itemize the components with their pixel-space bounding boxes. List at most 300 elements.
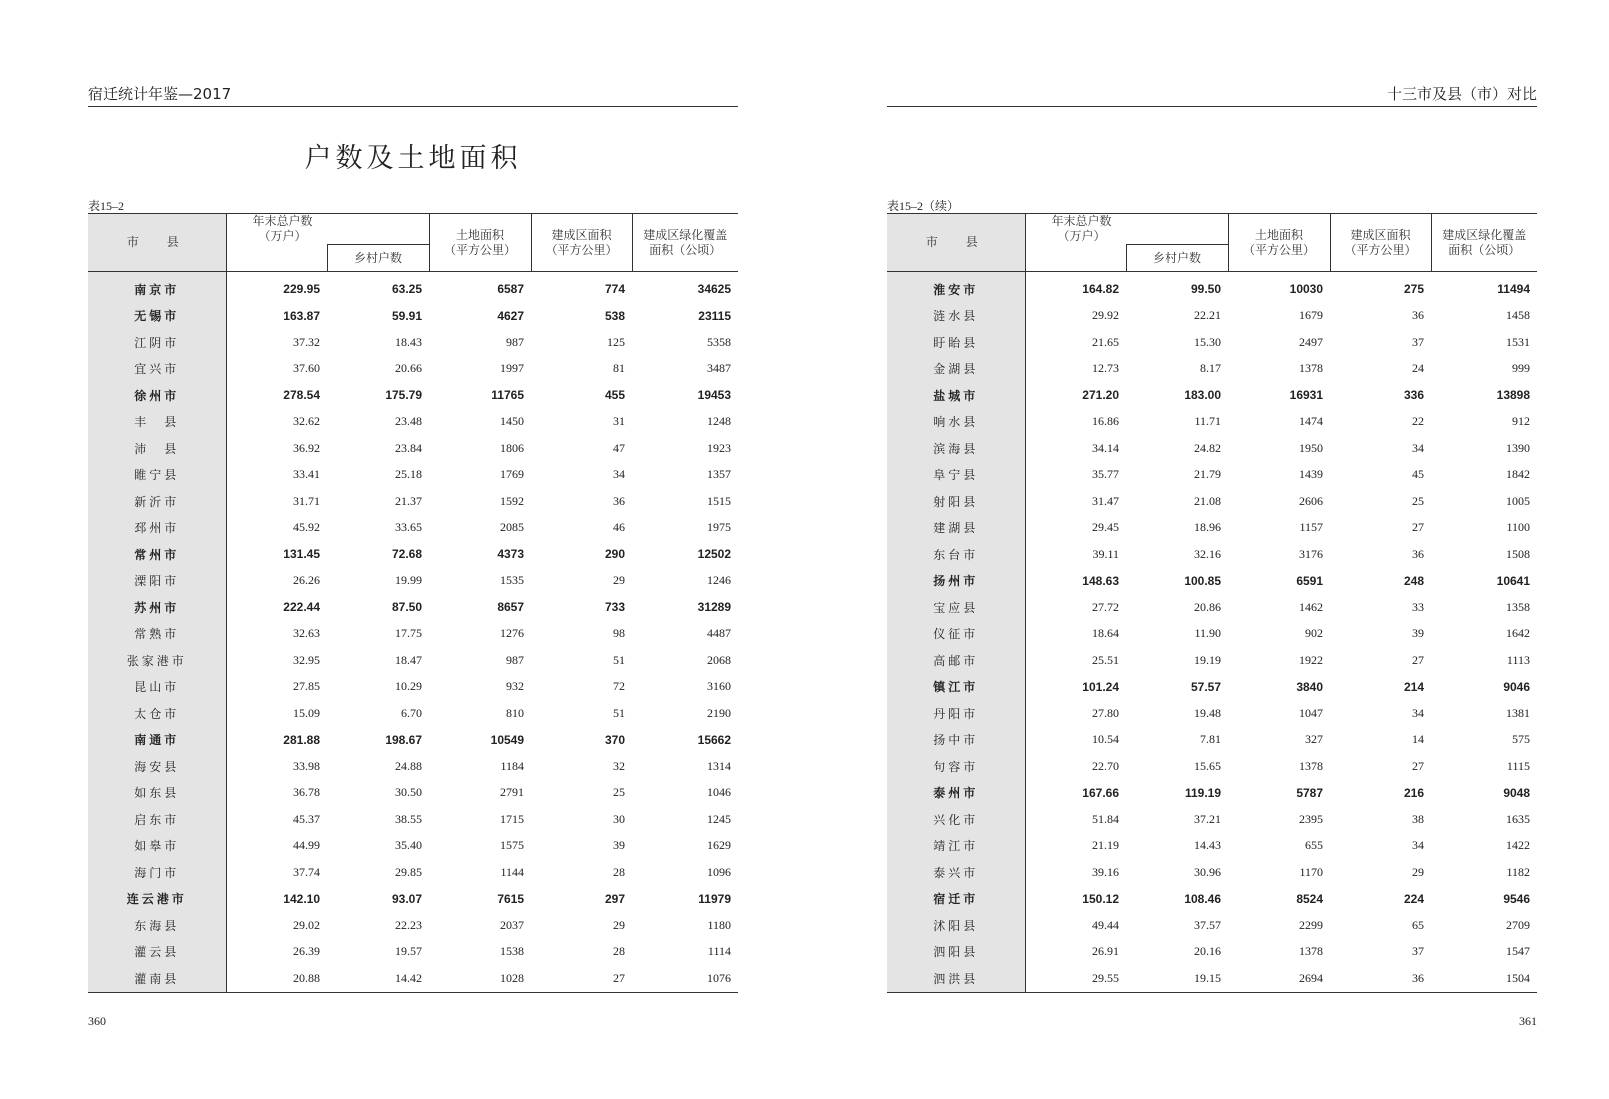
cell-city-name: 丰 县 [88,409,226,436]
cell-total: 49.44 [1092,917,1119,932]
cell-city-name: 昆山市 [88,674,226,701]
table-row [887,647,1537,674]
table-body [887,272,1537,993]
cell-city-name: 盐城市 [887,382,1025,409]
table-row [88,409,738,436]
cell-total: 26.91 [1092,944,1119,959]
cell-total: 31.71 [293,493,320,508]
cell-built: 27 [1412,652,1425,667]
cell-green: 1113 [1506,652,1531,667]
cell-built: 774 [604,282,626,297]
table-row [887,568,1537,595]
cell-city-name: 泗洪县 [887,965,1025,992]
cell-city-name: 如东县 [88,780,226,807]
cell-rural: 32.16 [1194,546,1222,561]
cell-built: 22 [1412,414,1425,429]
cell-green: 1005 [1506,493,1531,508]
cell-rural: 119.19 [1184,785,1222,800]
cell-city-name: 连云港市 [88,886,226,913]
cell-green: 9546 [1503,891,1531,906]
table-row [88,515,738,542]
cell-green: 19453 [697,388,732,403]
cell-land: 1276 [500,626,525,641]
cell-city-name: 睢宁县 [88,462,226,489]
cell-total: 278.54 [283,388,320,403]
cell-built: 34 [1412,440,1425,455]
cell-green: 1076 [632,965,738,992]
cell-built: 51 [613,705,626,720]
table-row [88,462,738,489]
cell-land: 1157 [1299,520,1324,535]
cell-built: 290 [604,547,626,562]
cell-green: 3487 [707,361,732,376]
table-row [887,780,1537,807]
cell-total: 33.98 [293,758,320,773]
cell-green: 11494 [1497,282,1531,297]
cell-total: 167.66 [1082,785,1119,800]
cell-total: 32.63 [293,626,320,641]
cell-built: 28 [613,944,626,959]
cell-green: 13898 [1496,388,1531,403]
cell-land: 1462 [1299,599,1324,614]
cell-total: 36.78 [293,785,320,800]
cell-city-name: 邳州市 [88,515,226,542]
cell-built: 455 [604,388,626,403]
cell-green: 1248 [707,414,732,429]
cell-city-name: 射阳县 [887,488,1025,515]
cell-green: 1642 [1506,626,1531,641]
cell-city-name: 溧阳市 [88,568,226,595]
cell-city-name: 东海县 [88,912,226,939]
cell-total: 33.41 [293,467,320,482]
cell-total: 101.24 [1082,679,1119,694]
cell-green: 1390 [1506,440,1531,455]
cell-green: 31289 [697,600,732,615]
cell-land: 1535 [500,573,525,588]
table-row [88,382,738,409]
table-row [887,965,1537,992]
table-row [887,621,1537,648]
cell-rural: 11.90 [1194,626,1222,641]
cell-rural: 20.66 [395,361,423,376]
cell-total: 29.45 [1092,520,1119,535]
data-table [88,213,738,993]
cell-total: 16.86 [1092,414,1119,429]
cell-built: 336 [1403,388,1425,403]
cell-built: 27 [531,965,632,992]
header-city: 市 县 [887,214,1025,272]
cell-city-name: 无锡市 [88,303,226,330]
cell-city-name: 启东市 [88,806,226,833]
table-row [88,568,738,595]
cell-built: 216 [1403,785,1425,800]
table-body [88,272,738,993]
cell-built: 29 [613,573,626,588]
cell-rural: 14.43 [1194,838,1222,853]
cell-built: 370 [604,732,626,747]
table-row [88,594,738,621]
cell-city-name: 淮安市 [887,272,1025,303]
cell-rural: 24.88 [395,758,423,773]
cell-rural: 19.99 [395,573,423,588]
cell-city-name: 盱眙县 [887,329,1025,356]
page-number: 360 [88,1014,106,1028]
page-number: 361 [1519,1014,1537,1028]
cell-city-name: 镇江市 [887,674,1025,701]
cell-total: 34.14 [1092,440,1119,455]
cell-built: 31 [613,414,626,429]
cell-land: 2299 [1299,917,1324,932]
cell-built: 33 [1412,599,1425,614]
cell-land: 4627 [497,308,525,323]
cell-green: 2068 [707,652,732,667]
cell-city-name: 南通市 [88,727,226,754]
cell-land: 932 [506,679,525,694]
cell-green: 15662 [697,732,732,747]
cell-city-name: 张家港市 [88,647,226,674]
cell-land: 1922 [1299,652,1324,667]
cell-built: 25 [613,785,626,800]
table-row [887,833,1537,860]
cell-total: 45.37 [293,811,320,826]
table-row [88,833,738,860]
table-row [88,806,738,833]
cell-green: 1635 [1506,811,1531,826]
table-row [887,806,1537,833]
cell-rural: 10.29 [395,679,423,694]
cell-rural: 38.55 [395,811,423,826]
table-row [88,912,738,939]
cell-city-name: 扬中市 [887,727,1025,754]
cell-land: 1538 [500,944,525,959]
cell-built: 38 [1412,811,1425,826]
cell-rural: 18.96 [1194,520,1222,535]
cell-rural: 63.25 [391,282,423,297]
cell-land: 1950 [1299,440,1324,455]
cell-city-name: 灌云县 [88,939,226,966]
table-row [88,780,738,807]
cell-city-name: 如皋市 [88,833,226,860]
cell-green: 1923 [707,440,732,455]
cell-rural: 37.21 [1194,811,1222,826]
cell-rural: 23.84 [395,440,423,455]
table-row [887,488,1537,515]
cell-total: 12.73 [1092,361,1119,376]
cell-green: 1531 [1506,334,1531,349]
table-row [887,700,1537,727]
cell-total: 18.64 [1092,626,1119,641]
cell-city-name: 徐州市 [88,382,226,409]
cell-rural: 108.46 [1184,891,1222,906]
table-row [88,700,738,727]
cell-rural: 33.65 [395,520,423,535]
cell-total: 45.92 [293,520,320,535]
cell-city-name: 海门市 [88,859,226,886]
cell-rural: 175.79 [385,388,423,403]
table-row [88,965,738,992]
table-row [887,329,1537,356]
cell-land: 11765 [491,388,525,403]
cell-land: 810 [506,705,525,720]
table-row [887,674,1537,701]
cell-built: 248 [1403,573,1425,588]
cell-city-name: 靖江市 [887,833,1025,860]
cell-city-name: 沛 县 [88,435,226,462]
cell-land: 6587 [497,282,525,297]
cell-built: 34 [1412,705,1425,720]
cell-total: 32.62 [293,414,320,429]
cell-green: 1182 [1506,864,1531,879]
cell-total: 164.82 [1082,282,1119,297]
table-row [887,859,1537,886]
cell-rural: 72.68 [391,547,423,562]
cell-total: 21.65 [1092,334,1119,349]
cell-land: 1575 [500,838,525,853]
cell-city-name: 滨海县 [887,435,1025,462]
cell-total: 163.87 [283,308,320,323]
cell-rural: 21.08 [1194,493,1222,508]
table-row [887,886,1537,913]
table-row [887,272,1537,303]
cell-rural: 19.15 [1126,965,1228,992]
cell-land: 2395 [1299,811,1324,826]
cell-total: 271.20 [1082,388,1119,403]
header-built-area: 建成区面积 （平方公里） [1330,214,1431,272]
cell-green: 1357 [707,467,732,482]
cell-land: 8524 [1296,891,1324,906]
cell-total: 27.72 [1092,599,1119,614]
cell-total: 27.85 [293,679,320,694]
cell-built: 98 [613,626,626,641]
cell-total: 222.44 [283,600,320,615]
cell-city-name: 仪征市 [887,621,1025,648]
cell-city-name: 扬州市 [887,568,1025,595]
cell-green: 1115 [1506,758,1531,773]
cell-land: 987 [506,334,525,349]
cell-city-name: 高邮市 [887,647,1025,674]
cell-green: 1245 [707,811,732,826]
cell-rural: 35.40 [395,838,423,853]
cell-rural: 22.23 [395,917,423,932]
header-total-households: 年末总户数 （万户） [1025,214,1228,245]
cell-total: 37.74 [293,864,320,879]
data-table [887,213,1537,993]
cell-rural: 20.16 [1194,944,1222,959]
cell-rural: 20.86 [1194,599,1222,614]
cell-city-name: 苏州市 [88,594,226,621]
cell-rural: 18.47 [395,652,423,667]
cell-land: 1474 [1299,414,1324,429]
header-city: 市 县 [88,214,226,272]
cell-green: 23115 [698,308,732,323]
cell-total: 26.39 [293,944,320,959]
cell-land: 987 [506,652,525,667]
cell-rural: 15.65 [1194,758,1222,773]
cell-green: 999 [1512,361,1531,376]
table-row [88,727,738,754]
cell-built: 39 [1412,626,1425,641]
cell-rural: 93.07 [391,891,423,906]
cell-green: 1246 [707,573,732,588]
right-page [887,0,1537,1099]
cell-green: 1975 [707,520,732,535]
cell-green: 9048 [1503,785,1531,800]
cell-land: 3176 [1299,546,1324,561]
cell-land: 1997 [500,361,525,376]
cell-built: 45 [1412,467,1425,482]
cell-city-name: 兴化市 [887,806,1025,833]
cell-land: 1378 [1299,758,1324,773]
cell-total: 22.70 [1092,758,1119,773]
cell-total: 36.92 [293,440,320,455]
table-row [88,674,738,701]
cell-built: 14 [1412,732,1425,747]
table-row [88,541,738,568]
cell-land: 1047 [1299,705,1324,720]
cell-green: 1114 [707,944,732,959]
cell-land: 1439 [1299,467,1324,482]
cell-total: 20.88 [226,965,327,992]
cell-total: 150.12 [1082,891,1119,906]
cell-green: 2190 [707,705,732,720]
cell-city-name: 新沂市 [88,488,226,515]
cell-rural: 7.81 [1200,732,1222,747]
cell-built: 46 [613,520,626,535]
cell-green: 1629 [707,838,732,853]
cell-built: 34 [613,467,626,482]
cell-built: 733 [604,600,626,615]
table-label: 表15–2（续） [887,199,960,213]
cell-city-name: 宝应县 [887,594,1025,621]
cell-rural: 59.91 [391,308,423,323]
table-row [88,753,738,780]
table-row [88,488,738,515]
table-row [887,912,1537,939]
cell-green: 2709 [1506,917,1531,932]
cell-built: 72 [613,679,626,694]
cell-rural: 19.57 [395,944,423,959]
cell-green: 575 [1512,732,1531,747]
cell-built: 36 [613,493,626,508]
table-row [887,939,1537,966]
cell-rural: 17.75 [395,626,423,641]
cell-city-name: 江阴市 [88,329,226,356]
cell-built: 27 [1412,520,1425,535]
table-row [887,435,1537,462]
cell-rural: 11.71 [1194,414,1222,429]
cell-built: 24 [1412,361,1425,376]
cell-city-name: 泰兴市 [887,859,1025,886]
cell-green: 1096 [707,864,732,879]
cell-rural: 30.50 [395,785,423,800]
cell-city-name: 沭阳县 [887,912,1025,939]
cell-built: 37 [1412,334,1425,349]
cell-built: 125 [607,334,626,349]
cell-city-name: 丹阳市 [887,700,1025,727]
cell-land: 655 [1305,838,1324,853]
cell-rural: 37.57 [1194,917,1222,932]
cell-green: 1358 [1506,599,1531,614]
table-row [88,647,738,674]
cell-land: 1592 [500,493,525,508]
table-row [88,303,738,330]
cell-total: 142.10 [283,891,320,906]
cell-total: 15.09 [293,705,320,720]
cell-land: 5787 [1296,785,1324,800]
cell-land: 2085 [500,520,525,535]
table-row [887,382,1537,409]
cell-rural: 14.42 [327,965,429,992]
cell-green: 1314 [707,758,732,773]
cell-green: 1504 [1431,965,1537,992]
cell-total: 29.92 [1092,308,1119,323]
cell-land: 1806 [500,440,525,455]
cell-rural: 29.85 [395,864,423,879]
table-row [88,621,738,648]
cell-rural: 87.50 [391,600,423,615]
cell-total: 39.16 [1092,864,1119,879]
cell-land: 1378 [1299,361,1324,376]
table-row [887,541,1537,568]
cell-land: 8657 [497,600,525,615]
cell-total: 39.11 [1092,546,1119,561]
cell-rural: 198.67 [385,732,423,747]
cell-built: 297 [604,891,626,906]
cell-city-name: 阜宁县 [887,462,1025,489]
cell-rural: 57.57 [1190,679,1222,694]
table-row [88,859,738,886]
header-rural-households: 乡村户数 [327,245,429,272]
cell-green: 3160 [707,679,732,694]
cell-total: 31.47 [1092,493,1119,508]
cell-built: 29 [613,917,626,932]
cell-built: 37 [1412,944,1425,959]
cell-rural: 21.79 [1194,467,1222,482]
cell-green: 11979 [698,891,732,906]
cell-city-name: 建湖县 [887,515,1025,542]
cell-land: 3840 [1296,679,1324,694]
cell-city-name: 常熟市 [88,621,226,648]
header-land-area: 土地面积 （平方公里） [1228,214,1330,272]
cell-total: 25.51 [1092,652,1119,667]
cell-built: 224 [1403,891,1425,906]
cell-built: 275 [1403,282,1425,297]
header-rural-households: 乡村户数 [1126,245,1228,272]
cell-land: 2037 [500,917,525,932]
table-row [88,435,738,462]
cell-built: 39 [613,838,626,853]
cell-green: 12502 [697,547,732,562]
cell-land: 1144 [500,864,525,879]
cell-land: 6591 [1296,573,1324,588]
cell-green: 1180 [707,917,732,932]
cell-city-name: 涟水县 [887,303,1025,330]
cell-city-name: 金湖县 [887,356,1025,383]
cell-built: 29 [1412,864,1425,879]
header-green-area: 建成区绿化覆盖 面积（公顷） [1431,214,1537,272]
cell-total: 229.95 [283,282,320,297]
table-row [887,409,1537,436]
cell-land: 2606 [1299,493,1324,508]
cell-total: 26.26 [293,573,320,588]
table-row [88,272,738,303]
cell-land: 327 [1305,732,1324,747]
cell-city-name: 句容市 [887,753,1025,780]
cell-land: 2791 [500,785,525,800]
cell-built: 27 [1412,758,1425,773]
cell-city-name: 泗阳县 [887,939,1025,966]
cell-green: 34625 [697,282,732,297]
